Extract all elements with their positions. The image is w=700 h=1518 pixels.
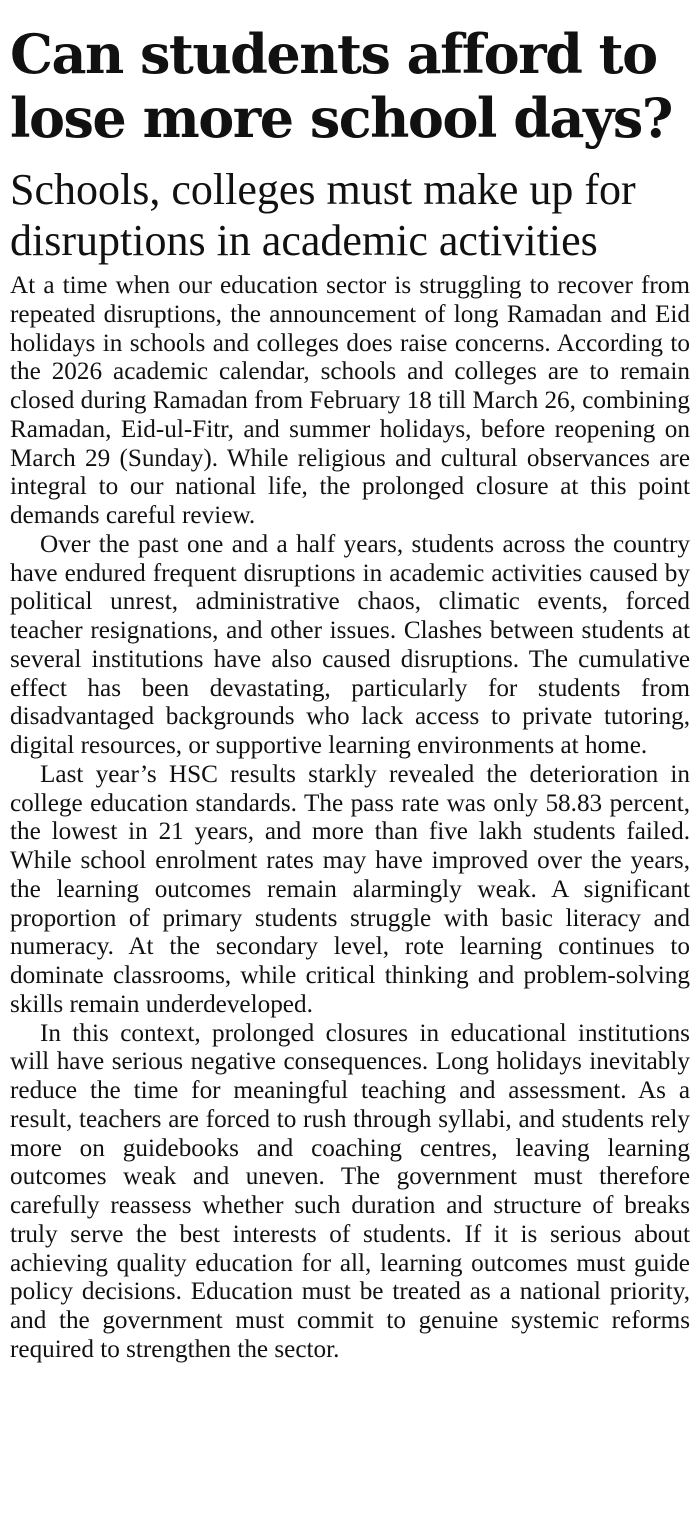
subheadline: Schools, colleges must make up for disruptions in academic activities bbox=[10, 165, 636, 265]
paragraph: In this context, prolonged closures in educational institutions will have serious negative consequences. Long holidays inevitably reduce the time for meaningful teaching and assessment. As a result, teachers are forced to rush through syllabi, and students rely more on guidebooks and coaching centres, leaving learning outcomes weak and uneven. The government must therefore carefully reassess whether such duration and structure of breaks truly serve the best interests of students. If it is serious about achieving quality education for all, learning outcomes must guide policy decisions. Education must be treated as a national priority, and the government must commit to genuine systemic reforms required to strengthen the sector. bbox=[10, 1019, 690, 1363]
paragraph: At a time when our education sector is struggling to recover from repeated disruptions, the announcement of long Ramadan and Eid holidays in schools and colleges does raise concerns. According to the 2026 academic calendar, schools and colleges are to remain closed during Ramadan from February 18 till March 26, combining Ramadan, Eid-ul-Fitr, and summer holidays, before reopening on March 29 (Sunday). While religious and cultural observances are integral to our national life, the prolonged closure at this point demands careful review. bbox=[10, 272, 690, 529]
paragraph: Over the past one and a half years, students across the country have endured frequent disruptions in academic activities caused by political unrest, administrative chaos, climatic events, forced teacher resignations, and other issues. Clashes between students at several institutions have also caused disruptions. The cumulative effect has been devastating, particularly for students from disadvantaged backgrounds who lack access to private tutoring, digital resources, or supportive learning environments at home. bbox=[10, 530, 690, 759]
headline: Can students afford to lose more school days? bbox=[10, 22, 672, 150]
article-body bbox=[10, 272, 690, 1365]
paragraph: Last year’s HSC results starkly revealed the deterioration in college education standards. The pass rate was only 58.83 percent, the lowest in 21 years, and more than five lakh students failed. While school enrolment rates may have improved over the years, the learning outcomes remain alarmingly weak. A significant proportion of primary students struggle with basic literacy and numeracy. At the secondary level, rote learning continues to dominate classrooms, while critical thinking and problem-solving skills remain underdeveloped. bbox=[10, 760, 690, 1018]
